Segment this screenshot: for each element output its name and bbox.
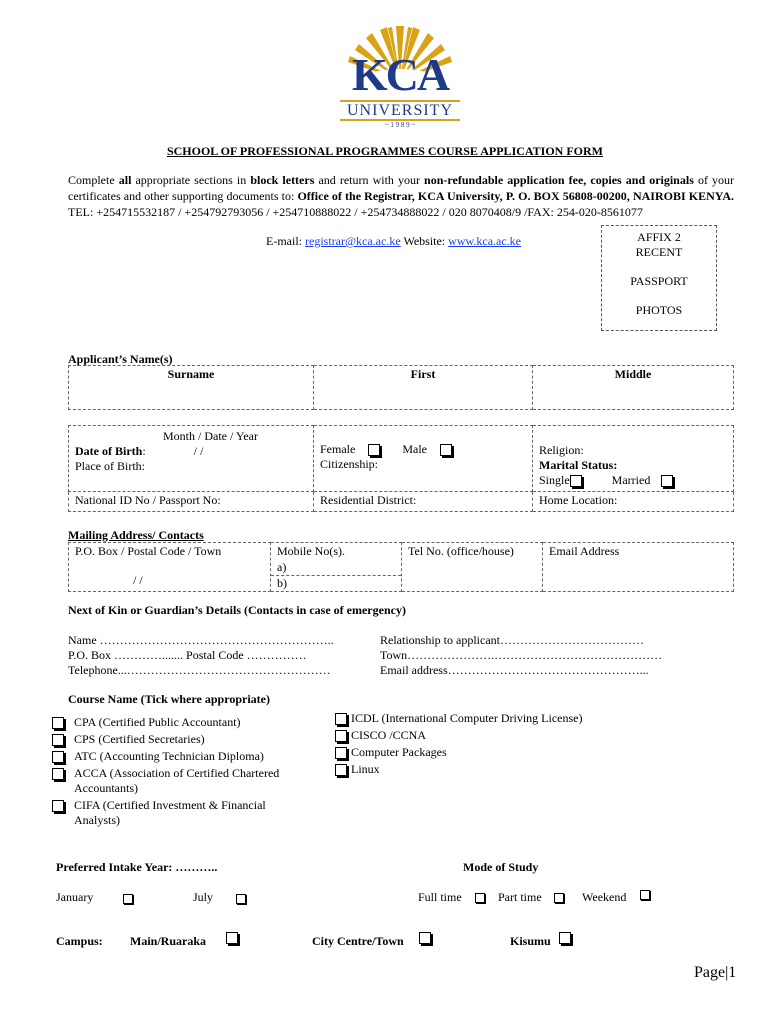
cps-label: CPS (Certified Secretaries) (74, 732, 205, 746)
religion-label: Religion: (539, 443, 584, 457)
mailing-table (68, 542, 734, 592)
july-checkbox[interactable] (236, 894, 246, 904)
first-name-cell[interactable] (314, 366, 533, 410)
preferred-intake-label: Preferred Intake Year: ……….. (56, 860, 218, 874)
course-list-left (52, 715, 312, 830)
weekend-checkbox[interactable] (640, 890, 650, 900)
registrar-address: Office of the Registrar, KCA University, P. O. BOX 56808-00200, NAIROBI KENYA. (297, 189, 734, 203)
applicant-name-heading: Applicant’s Name(s) (68, 352, 173, 366)
course-list-right (335, 711, 635, 779)
mobile-label: Mobile No(s). (277, 544, 345, 558)
home-location-label: Home Location: (539, 493, 618, 507)
part-time-label: Part time (498, 890, 542, 904)
intro-text-3: and return with your (314, 173, 425, 187)
cpa-checkbox[interactable] (52, 717, 64, 729)
january-checkbox[interactable] (123, 894, 133, 904)
po-box-label: P.O. Box / Postal Code / Town (75, 544, 222, 558)
computer-packages-checkbox[interactable] (335, 747, 347, 759)
intake-january[interactable] (56, 890, 93, 905)
university-logo (340, 18, 460, 133)
applicant-name-table (68, 365, 734, 410)
intro-bold-1: all (118, 173, 132, 187)
kin-relationship-line[interactable]: Relationship to applicant……………………………… (380, 633, 644, 647)
first-name-label: First (410, 367, 436, 381)
dob-colon: : (142, 444, 146, 458)
mode-full-time[interactable] (418, 890, 462, 905)
course-option-cps[interactable] (52, 732, 312, 749)
intro-text-1: Complete (68, 173, 119, 187)
married-checkbox[interactable] (661, 475, 673, 487)
kin-pobox-line[interactable]: P.O. Box …………....... Postal Code …………… (68, 648, 307, 662)
email-link[interactable]: registrar@kca.ac.ke (305, 234, 401, 248)
icdl-checkbox[interactable] (335, 713, 347, 725)
campus-city-label: City Centre/Town (312, 934, 404, 948)
surname-label: Surname (167, 367, 215, 381)
campus-city-checkbox[interactable] (419, 932, 431, 944)
campus-kisumu-checkbox[interactable] (559, 932, 571, 944)
middle-name-cell[interactable] (533, 366, 734, 410)
computer-packages-label: Computer Packages (351, 745, 447, 759)
email-label: E-mail: (266, 234, 305, 248)
photo-box-line-2: RECENT (635, 245, 683, 259)
contact-numbers: TEL: +254715532187 / +254792793056 / +254710888022 / +254734888022 / 020 8070408/9 /FAX: 254-020-8561077 (68, 205, 643, 219)
gender-cell (314, 426, 533, 492)
intake-july[interactable] (193, 890, 213, 905)
campus-kisumu-label: Kisumu (510, 934, 551, 948)
home-location-cell[interactable] (533, 492, 734, 512)
campus-main-label: Main/Ruaraka (130, 934, 207, 948)
cpa-label: CPA (Certified Public Accountant) (74, 715, 241, 729)
male-label: Male (402, 442, 427, 456)
intro-bold-2: block letters (250, 173, 315, 187)
course-option-acca[interactable] (52, 766, 312, 798)
intro-text-2: appropriate sections in (131, 173, 251, 187)
logo-university-text: UNIVERSITY (340, 100, 460, 121)
intro-text-4: of your certificates and other supporting documents to: (68, 173, 735, 203)
dob-label: Date of Birth (75, 444, 143, 458)
mobile-b[interactable]: b) (271, 575, 401, 591)
mode-part-time[interactable] (498, 890, 542, 905)
atc-checkbox[interactable] (52, 751, 64, 763)
full-time-label: Full time (418, 890, 462, 904)
marital-status-label: Marital Status: (539, 458, 618, 472)
course-option-cifa[interactable] (52, 798, 312, 830)
acca-checkbox[interactable] (52, 768, 64, 780)
district-cell[interactable] (314, 492, 533, 512)
kin-town-line[interactable]: Town………………….…………………………………… (380, 648, 663, 662)
cisco-checkbox[interactable] (335, 730, 347, 742)
course-option-cisco[interactable] (335, 728, 635, 745)
mobile-cell (271, 543, 402, 592)
full-time-checkbox[interactable] (475, 893, 485, 903)
dob-slashes: / / (193, 444, 204, 458)
weekend-label: Weekend (582, 890, 627, 904)
email-website-line (266, 234, 521, 249)
linux-checkbox[interactable] (335, 764, 347, 776)
single-label: Single (539, 473, 570, 487)
male-checkbox[interactable] (440, 444, 452, 456)
kin-telephone-line[interactable]: Telephone...…………………………………………… (68, 663, 331, 677)
logo-year: ~ 1 9 8 9 ~ (384, 121, 416, 129)
citizenship-label: Citizenship: (320, 457, 378, 471)
religion-marital-cell (533, 426, 734, 492)
passport-photo-box (601, 225, 717, 331)
acca-label: ACCA (Association of Certified Chartered Accountants) (74, 766, 280, 795)
campus-main-checkbox[interactable] (226, 932, 238, 944)
form-title: SCHOOL OF PROFESSIONAL PROGRAMMES COURSE APPLICATION FORM (166, 144, 604, 158)
single-checkbox[interactable] (570, 475, 582, 487)
residential-district-label: Residential District: (320, 493, 417, 507)
female-checkbox[interactable] (368, 444, 380, 456)
national-id-label: National ID No / Passport No: (75, 493, 221, 507)
middle-name-label: Middle (614, 367, 652, 381)
photo-box-line-4: PHOTOS (635, 303, 683, 317)
photo-box-line-3: PASSPORT (630, 274, 688, 288)
tel-cell[interactable] (402, 543, 543, 592)
next-of-kin-heading: Next of Kin or Guardian’s Details (Contacts in case of emergency) (68, 603, 406, 617)
course-option-computer-packages[interactable] (335, 745, 635, 762)
course-option-linux[interactable] (335, 762, 635, 779)
place-of-birth-label: Place of Birth: (75, 459, 145, 473)
cifa-label: CIFA (Certified Investment & Financial Analysts) (74, 798, 266, 827)
photo-box-line-1: AFFIX 2 (637, 230, 681, 244)
mailing-heading: Mailing Address/ Contacts (68, 528, 204, 542)
tel-label: Tel No. (office/house) (408, 544, 514, 558)
page-number: Page|1 (694, 964, 737, 981)
date-format-hint: Month / Date / Year (163, 429, 258, 443)
course-option-icdl[interactable] (335, 711, 635, 728)
surname-cell[interactable] (69, 366, 314, 410)
email-cell[interactable] (543, 543, 734, 592)
po-box-slashes: / / (133, 573, 143, 587)
july-label: July (193, 890, 214, 904)
course-option-atc[interactable] (52, 749, 312, 766)
cps-checkbox[interactable] (52, 734, 64, 746)
po-box-cell[interactable] (69, 543, 271, 592)
cisco-label: CISCO /CCNA (351, 728, 427, 742)
linux-label: Linux (351, 762, 380, 776)
married-label: Married (611, 473, 651, 487)
email-address-label: Email Address (549, 544, 620, 558)
instructions-paragraph (68, 172, 734, 220)
intro-bold-3: non-refundable application fee, copies and originals (424, 173, 694, 187)
atc-label: ATC (Accounting Technician Diploma) (74, 749, 264, 763)
icdl-label: ICDL (International Computer Driving License) (351, 711, 583, 725)
national-id-cell[interactable] (69, 492, 314, 512)
website-label: Website: (400, 234, 449, 248)
logo-main-text: KCA (351, 49, 449, 100)
january-label: January (56, 890, 94, 904)
mode-of-study-label: Mode of Study (463, 860, 539, 874)
kin-name-line[interactable]: Name ………………………………………………….. (68, 633, 334, 647)
personal-details-table (68, 425, 734, 512)
mobile-a[interactable]: a) (277, 560, 287, 574)
website-link[interactable]: www.kca.ac.ke (448, 234, 522, 248)
part-time-checkbox[interactable] (554, 893, 564, 903)
kin-email-line[interactable]: Email address…………………………………………... (380, 663, 649, 677)
course-heading: Course Name (Tick where appropriate) (68, 692, 270, 706)
female-label: Female (320, 442, 356, 456)
dob-cell[interactable] (69, 426, 314, 492)
campus-label: Campus: (56, 934, 103, 948)
cifa-checkbox[interactable] (52, 800, 64, 812)
mode-weekend[interactable] (582, 890, 626, 905)
course-option-cpa[interactable] (52, 715, 312, 732)
